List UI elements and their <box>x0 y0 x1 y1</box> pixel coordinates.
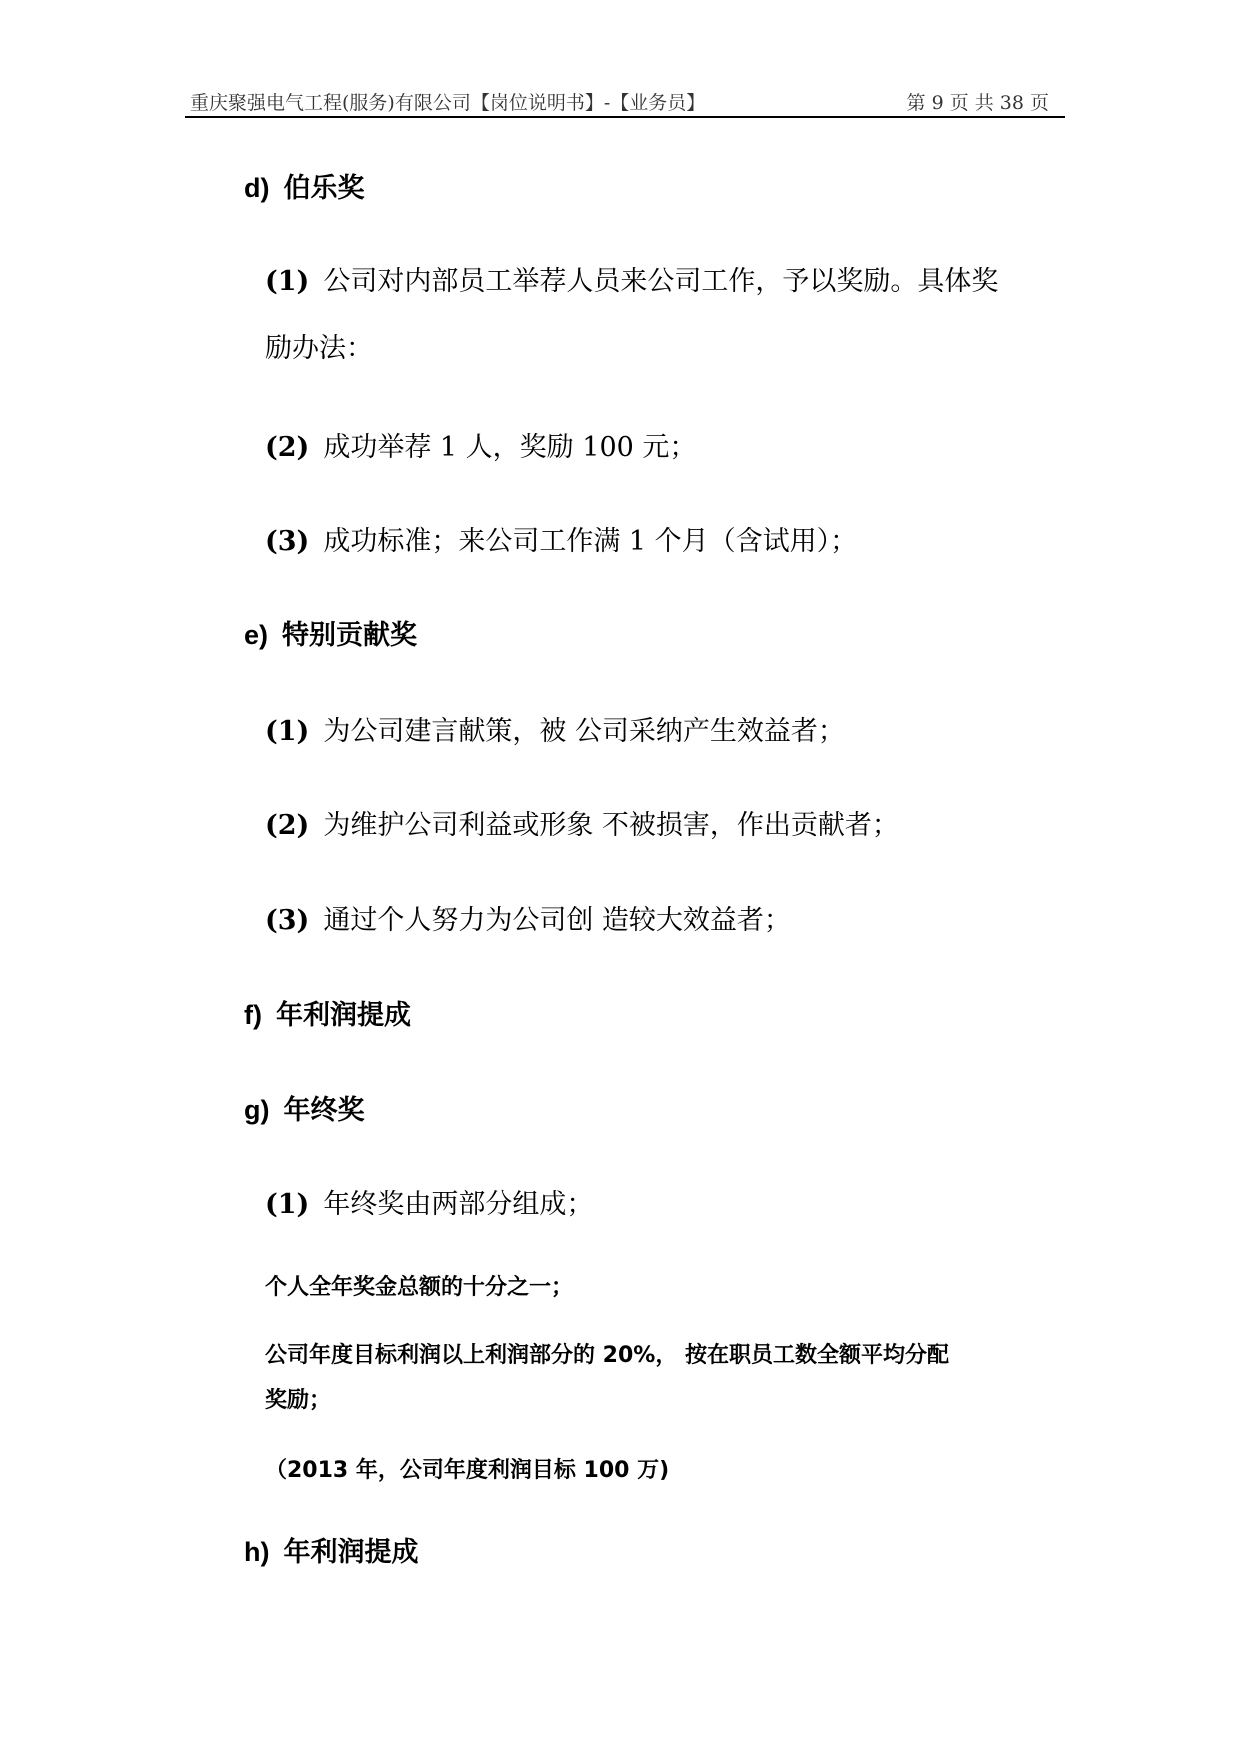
item-text: 成功举荐 1 人，奖励 100 元； <box>323 432 697 463</box>
section-heading-e <box>244 613 417 652</box>
header-title: 重庆聚强电气工程(服务)有限公司【岗位说明书】-【业务员】 <box>190 92 706 114</box>
list-item <box>265 519 857 558</box>
item-number: (3) <box>265 905 310 936</box>
item-text: 为维护公司利益或形象 不被损害，作出贡献者； <box>323 810 899 841</box>
note-line: 个人全年奖金总额的十分之一； <box>265 1275 574 1300</box>
page-header <box>185 86 1065 118</box>
list-item <box>265 898 791 937</box>
item-text: 成功标准；来公司工作满 1 个月（含试用）； <box>323 526 858 557</box>
section-marker: e) <box>244 620 269 650</box>
section-heading-f <box>244 993 411 1032</box>
section-title: 年利润提成 <box>275 1000 411 1030</box>
list-item <box>265 803 899 842</box>
section-heading-h <box>244 1530 418 1569</box>
item-text: 年终奖由两部分组成； <box>323 1189 594 1220</box>
item-text: 为公司建言献策，被 公司采纳产生效益者； <box>323 716 845 747</box>
list-item <box>265 1182 593 1221</box>
item-number: (2) <box>265 432 310 463</box>
section-title: 特别贡献奖 <box>282 620 418 650</box>
item-number: (1) <box>265 266 310 297</box>
item-number: (3) <box>265 526 310 557</box>
section-heading-d <box>244 166 364 205</box>
list-item <box>265 259 998 298</box>
section-marker: f) <box>244 1000 262 1030</box>
note-line: 奖励； <box>265 1388 332 1413</box>
section-heading-g <box>244 1088 364 1127</box>
item-number: (1) <box>265 1189 310 1220</box>
section-title: 年终奖 <box>283 1095 365 1125</box>
section-marker: h) <box>244 1537 270 1567</box>
list-item-continuation: 励办法： <box>265 333 373 364</box>
list-item <box>265 425 696 464</box>
section-title: 伯乐奖 <box>283 173 365 203</box>
section-title: 年利润提成 <box>283 1537 419 1567</box>
item-number: (1) <box>265 716 310 747</box>
section-marker: d) <box>244 173 270 203</box>
section-marker: g) <box>244 1095 270 1125</box>
header-page-number: 第 9 页 共 38 页 <box>906 92 1049 114</box>
note-line: 公司年度目标利润以上利润部分的 20%， 按在职员工数全额平均分配 <box>265 1343 949 1368</box>
item-number: (2) <box>265 810 310 841</box>
note-line: （2013 年，公司年度利润目标 100 万) <box>265 1458 670 1483</box>
item-text: 通过个人努力为公司创 造较大效益者； <box>323 905 791 936</box>
list-item <box>265 709 845 748</box>
item-text: 公司对内部员工举荐人员来公司工作，予以奖励。具体奖 <box>323 266 999 297</box>
